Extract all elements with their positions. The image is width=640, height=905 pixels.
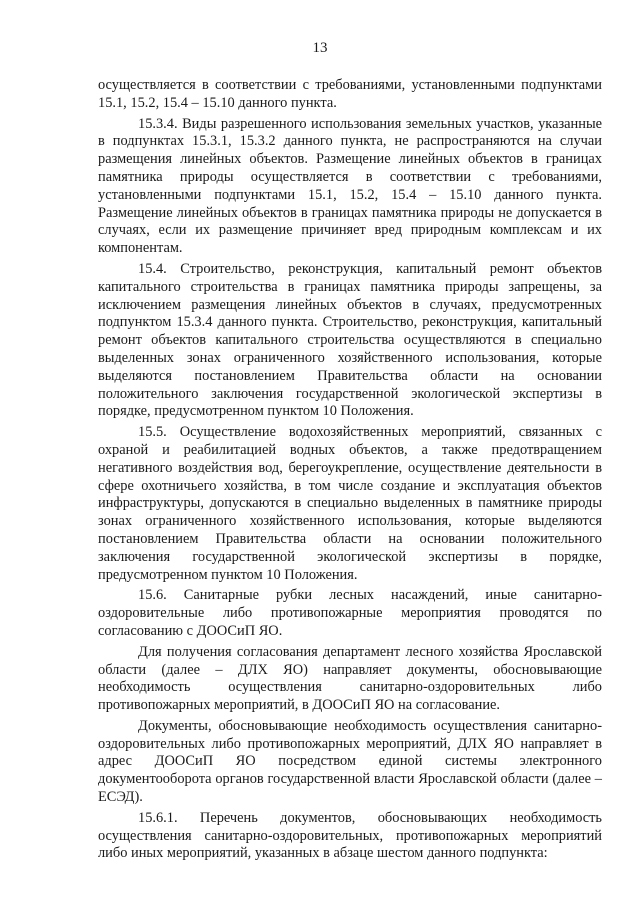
paragraph-approval-request: Для получения согласования департамент лесного хозяйства Ярославской области (далее – ДЛХ ЯО) направляет документы, обосновывающие необходимость осуществления санитарно-оздоровительных либо противопожарных мероприятий, в ДООСиП ЯО на согласование. <box>98 643 602 714</box>
paragraph-15-5: 15.5. Осуществление водохозяйственных мероприятий, связанных с охраной и реабилитацией водных объектов, а также предотвращением негативного воздействия вод, берегоукрепление, осуществление деятельности в сфере охотничьего хозяйства, в том числе создание и эксплуатация объектов инфраструктуры, допускаются в специально выделенных в памятнике природы зонах ограниченного хозяйственного использования, которые выделяются постановлением Правительства области на основании положительного заключения государственной экологической экспертизы в порядке, предусмотренном пунктом 10 Положения. <box>98 424 602 583</box>
paragraph-15-3-4: 15.3.4. Виды разрешенного использования земельных участков, указанные в подпунктах 15.3.1, 15.3.2 данного пункта, не распространяются на случаи размещения линейных объектов. Размещение линейных объектов в границах памятника природы осуществляется в соответствии с требованиями, установленными подпунктами 15.1, 15.2, 15.4 – 15.10 данного пункта. Размещение линейных объектов в границах памятника природы не допускается в случаях, если их размещение причиняет вред природным комплексам и их компонентам. <box>98 115 602 257</box>
paragraph-documents-esed: Документы, обосновывающие необходимость осуществления санитарно-оздоровительных либо противопожарных мероприятий, ДЛХ ЯО направляет в адрес ДООСиП ЯО посредством единой системы электронного документооборота органов государственной власти Ярославской области (далее – ЕСЭД). <box>98 717 602 806</box>
page-number: 13 <box>312 40 328 56</box>
paragraph-continuation: осуществляется в соответствии с требованиями, установленными подпунктами 15.1, 15.2, 15.4 – 15.10 данного пункта. <box>98 77 602 111</box>
paragraph-15-6-1: 15.6.1. Перечень документов, обосновывающих необходимость осуществления санитарно-оздоровительных, противопожарных мероприятий либо иных мероприятий, указанных в абзаце шестом данного подпункта: <box>98 809 602 862</box>
paragraph-15-6: 15.6. Санитарные рубки лесных насаждений, иные санитарно-оздоровительные либо противопожарные мероприятия проводятся по согласованию с ДООСиП ЯО. <box>98 587 602 639</box>
paragraph-15-4: 15.4. Строительство, реконструкция, капитальный ремонт объектов капитального строительства в границах памятника природы запрещены, за исключением размещения линейных объектов в случаях, предусмотренных подпунктом 15.3.4 данного пункта. Строительство, реконструкция, капитальный ремонт объектов капитального строительства осуществляются в специально выделенных зонах ограниченного хозяйственного использования, которые выделяются постановлением Правительства области на основании положительного заключения государственной экологической экспертизы в порядке, предусмотренном пунктом 10 Положения. <box>98 260 602 420</box>
document-body <box>98 77 602 863</box>
